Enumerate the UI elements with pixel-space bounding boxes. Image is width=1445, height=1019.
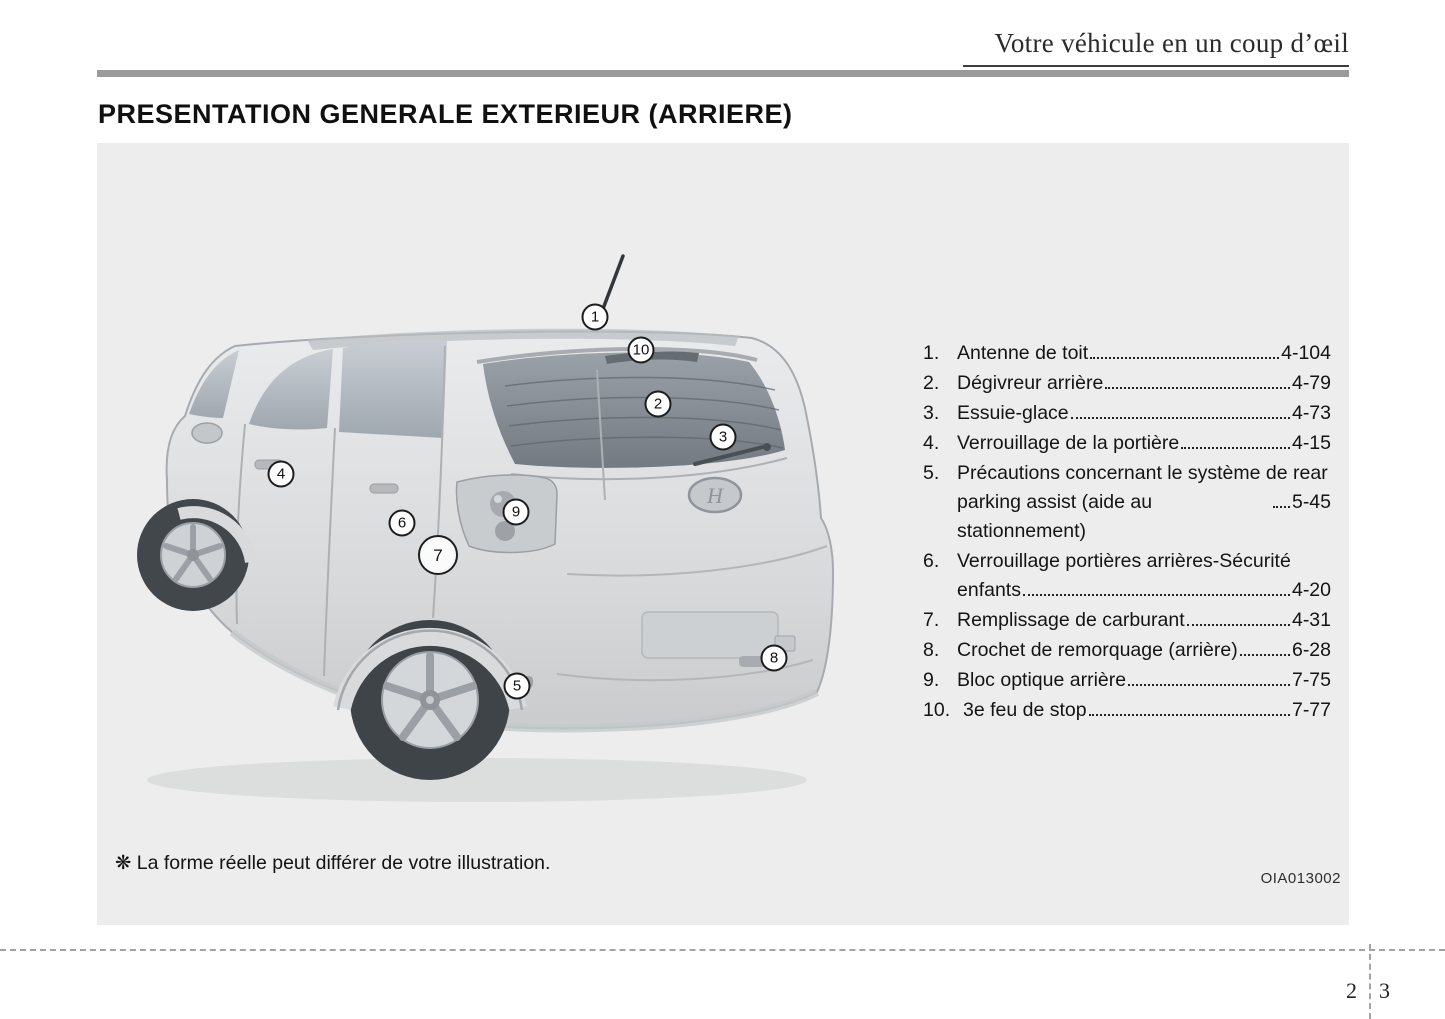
item-page-ref: 4-15 [1291, 432, 1331, 454]
parts-list-item [923, 696, 1331, 725]
item-page-ref: 4-104 [1281, 342, 1331, 364]
item-label: Antenne de toit [957, 342, 1089, 364]
item-number: 1. [923, 342, 940, 364]
header-rule-thick [97, 70, 1349, 77]
item-label: Précautions concernant le système de rear [957, 462, 1328, 484]
item-label-cont: enfants [957, 579, 1021, 601]
item-label: Bloc optique arrière [957, 669, 1127, 691]
parts-list-item [923, 369, 1331, 398]
car-rear-illustration [127, 228, 887, 868]
item-number: 10. [923, 699, 951, 721]
page-in-chapter: 3 [1379, 978, 1390, 1003]
license-plate-recess [642, 612, 778, 658]
brand-logo-icon [689, 478, 741, 512]
chapter-number: 2 [1346, 978, 1357, 1003]
item-label: Remplissage de carburant [957, 609, 1185, 631]
callout-4: 4 [268, 461, 295, 488]
chapter-header: Votre véhicule en un coup d’œil [994, 28, 1349, 58]
dot-leader [1181, 447, 1290, 449]
item-label-cont: parking assist (aide au stationnement) [957, 491, 1153, 542]
item-page-ref: 5-45 [1291, 491, 1331, 513]
side-mirror [192, 423, 222, 443]
page-title: PRESENTATION GENERALE EXTERIEUR (ARRIERE) [98, 99, 793, 129]
callout-3: 3 [710, 424, 737, 451]
dot-leader [1273, 506, 1290, 508]
parts-list-item [923, 459, 1331, 546]
dot-leader [1023, 594, 1290, 596]
header-rule-thin [963, 65, 1349, 67]
parts-list-item [923, 399, 1331, 428]
footer-divider [0, 949, 1445, 951]
item-page-ref: 4-79 [1291, 372, 1331, 394]
callout-8: 8 [761, 645, 788, 672]
callout-9: 9 [503, 499, 530, 526]
dot-leader [1071, 417, 1290, 419]
item-number: 8. [923, 639, 940, 661]
item-label: 3e feu de stop [963, 699, 1087, 721]
parts-list-item [923, 547, 1331, 605]
dot-leader [1187, 624, 1290, 626]
callout-5: 5 [504, 673, 531, 700]
dot-leader [1090, 357, 1279, 359]
dot-leader [1128, 684, 1290, 686]
item-number: 6. [923, 550, 940, 572]
parts-list-item [923, 429, 1331, 458]
dot-leader [1089, 714, 1290, 716]
rear-window [477, 349, 785, 468]
callout-2: 2 [645, 391, 672, 418]
parts-list-item [923, 636, 1331, 665]
figure-code: OIA013002 [1260, 870, 1341, 887]
item-label: Essuie-glace [957, 402, 1069, 424]
item-page-ref: 4-20 [1291, 579, 1331, 601]
item-label: Crochet de remorquage (arrière) [957, 639, 1238, 661]
figure-panel [97, 143, 1349, 925]
parts-list [923, 339, 1331, 726]
item-label: Verrouillage de la portière [957, 432, 1180, 454]
item-number: 7. [923, 609, 940, 631]
callout-1: 1 [582, 304, 609, 331]
page-number [1346, 978, 1390, 1004]
callout-6: 6 [389, 510, 416, 537]
item-page-ref: 7-75 [1291, 669, 1331, 691]
item-number: 2. [923, 372, 940, 394]
dot-leader [1240, 654, 1290, 656]
callout-7: 7 [418, 535, 458, 575]
item-label: Verrouillage portières arrières-Sécurité [957, 550, 1291, 572]
item-label: Dégivreur arrière [957, 372, 1104, 394]
dot-leader [1105, 387, 1290, 389]
item-page-ref: 7-77 [1291, 699, 1331, 721]
item-number: 9. [923, 669, 940, 691]
item-page-ref: 6-28 [1291, 639, 1331, 661]
item-number: 3. [923, 402, 940, 424]
parts-list-item [923, 606, 1331, 635]
item-page-ref: 4-31 [1291, 609, 1331, 631]
parts-list-item [923, 666, 1331, 695]
item-number: 5. [923, 462, 940, 484]
item-page-ref: 4-73 [1291, 402, 1331, 424]
svg-text:H: H [707, 483, 723, 508]
parts-list-item [923, 339, 1331, 368]
callout-10: 10 [628, 337, 655, 364]
item-number: 4. [923, 432, 940, 454]
figure-disclaimer: ❋ La forme réelle peut différer de votre illustration. [115, 852, 551, 874]
